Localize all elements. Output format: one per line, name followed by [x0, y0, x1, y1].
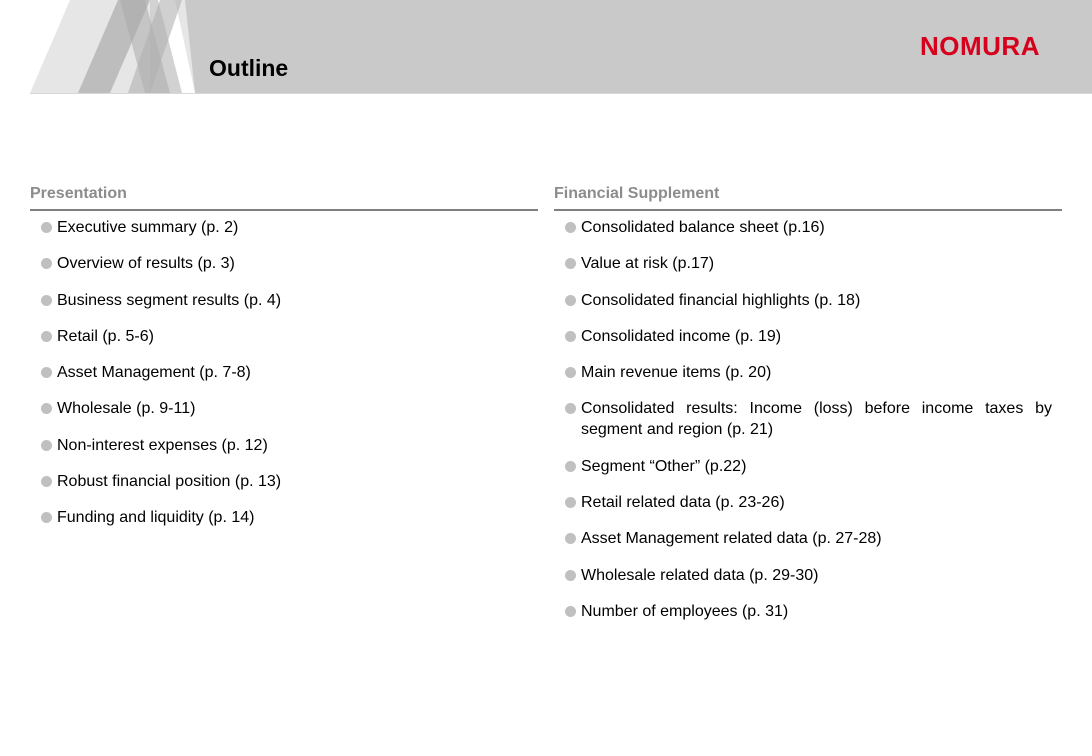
financial-supplement-list: [554, 217, 1062, 622]
bullet-icon: [565, 461, 576, 472]
list-item-label: Consolidated income (p. 19): [581, 327, 782, 345]
list-item: [554, 492, 1062, 513]
list-item-label: Consolidated balance sheet (p.16): [581, 219, 825, 236]
list-item: [30, 471, 538, 492]
list-item: [554, 601, 1062, 622]
bullet-icon: [41, 295, 52, 306]
list-item: [30, 398, 538, 419]
bullet-icon: [565, 497, 576, 508]
bullet-icon: [41, 331, 52, 342]
list-item: [554, 253, 1062, 274]
presentation-heading: Presentation: [30, 184, 538, 211]
bullet-icon: [41, 367, 52, 378]
presentation-list: [30, 217, 538, 528]
list-item: [30, 435, 538, 456]
bullet-icon: [565, 403, 576, 414]
list-item-label: Wholesale related data (p. 29-30): [581, 566, 819, 584]
bullet-icon: [565, 331, 576, 342]
list-item-label: Segment “Other” (p.22): [581, 457, 747, 475]
financial-supplement-column: [554, 184, 1062, 637]
list-item-label: Executive summary (p. 2): [57, 219, 239, 236]
bullet-icon: [565, 570, 576, 581]
bullet-icon: [565, 606, 576, 617]
list-item: [554, 528, 1062, 549]
list-item: [554, 362, 1062, 383]
list-item-label: Wholesale (p. 9-11): [57, 400, 196, 418]
list-item: [554, 456, 1062, 477]
list-item-label: Non-interest expenses (p. 12): [57, 436, 268, 454]
header-band: [0, 0, 1092, 95]
list-item-label: Value at risk (p.17): [581, 255, 715, 273]
list-item: [30, 326, 538, 347]
bullet-icon: [41, 440, 52, 451]
list-item: [554, 326, 1062, 347]
bullet-icon: [41, 222, 52, 233]
bullet-icon: [41, 476, 52, 487]
financial-supplement-heading: Financial Supplement: [554, 184, 1062, 211]
list-item: [30, 362, 538, 383]
bullet-icon: [41, 403, 52, 414]
list-item-label: Retail (p. 5-6): [57, 327, 154, 345]
list-item: [30, 507, 538, 528]
list-item-label: Robust financial position (p. 13): [57, 473, 282, 491]
bullet-icon: [565, 367, 576, 378]
list-item-label: Consolidated financial highlights (p. 18): [581, 291, 861, 309]
page-title: Outline: [209, 55, 289, 81]
presentation-column: [30, 184, 538, 544]
list-item-label: Number of employees (p. 31): [581, 602, 789, 620]
list-item-label: Asset Management related data (p. 27-28): [581, 530, 882, 548]
nomura-logo: NOMURA: [920, 31, 1040, 61]
list-item: [30, 217, 538, 238]
list-item: [554, 217, 1062, 238]
bullet-icon: [41, 512, 52, 523]
bullet-icon: [41, 258, 52, 269]
list-item-label: Funding and liquidity (p. 14): [57, 509, 255, 527]
bullet-icon: [565, 222, 576, 233]
bullet-icon: [565, 258, 576, 269]
list-item-label: Asset Management (p. 7-8): [57, 364, 251, 382]
list-item: [30, 253, 538, 274]
bullet-icon: [565, 295, 576, 306]
list-item-label: Overview of results (p. 3): [57, 255, 235, 273]
list-item-label: Retail related data (p. 23-26): [581, 494, 785, 512]
list-item: [554, 398, 1062, 440]
list-item: [554, 565, 1062, 586]
list-item: [30, 290, 538, 311]
list-item-label: Business segment results (p. 4): [57, 291, 282, 309]
bullet-icon: [565, 533, 576, 544]
list-item: [554, 290, 1062, 311]
list-item-label: Consolidated results: Income (loss) before income taxes by segment and region (p. 21): [581, 400, 1052, 439]
list-item-label: Main revenue items (p. 20): [581, 364, 772, 382]
